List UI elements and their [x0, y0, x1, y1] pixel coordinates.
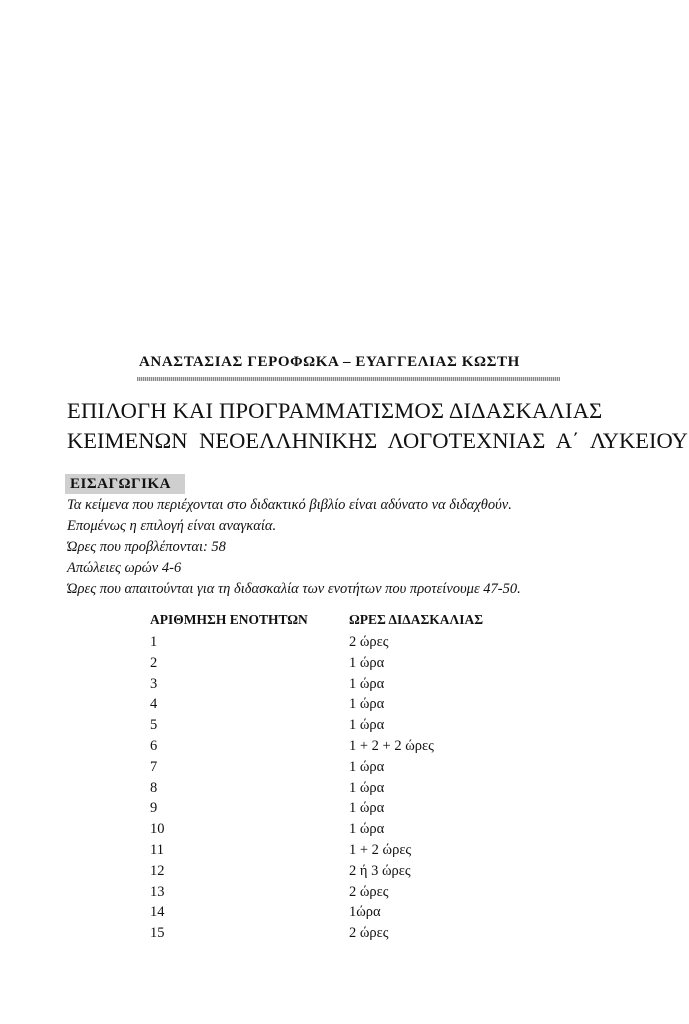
table-row: [150, 884, 530, 905]
intro-line: Τα κείμενα που περιέχονται στο διδακτικό βιβλίο είναι αδύνατο να διδαχθούν.: [67, 497, 512, 513]
teaching-hours: 1 ώρα: [349, 821, 385, 838]
teaching-hours: 2 ώρες: [349, 925, 389, 942]
teaching-hours: 1 ώρα: [349, 779, 385, 796]
intro-line: Επομένως η επιλογή είναι αναγκαία.: [67, 518, 277, 534]
teaching-hours: 1 + 2 ώρες: [349, 841, 412, 858]
teaching-hours: 2 ώρες: [349, 634, 389, 650]
table-row: [150, 842, 530, 863]
title-line-1: ΕΠΙΛΟΓΗ ΚΑΙ ΠΡΟΓΡΑΜΜΑΤΙΣΜΟΣ ΔΙΔΑΣΚΑΛΙΑΣ: [67, 398, 603, 423]
section-heading: ΕΙΣΑΓΩΓΙΚΑ: [65, 474, 185, 494]
teaching-hours: 1 + 2 + 2 ώρες: [349, 737, 434, 754]
table-row: [150, 925, 530, 946]
unit-number: 8: [150, 779, 158, 796]
teaching-hours: 1 ώρα: [349, 675, 385, 692]
unit-number: 13: [150, 883, 165, 900]
intro-line: Ώρες που απαιτούνται για τη διδασκαλία των ενοτήτων που προτείνουμε 47-50.: [67, 581, 521, 597]
title-line-2: ΚΕΙΜΕΝΩΝ ΝΕΟΕΛΛΗΝΙΚΗΣ ΛΟΓΟΤΕΧΝΙΑΣ Α΄ ΛΥΚΕΙΟΥ: [67, 428, 688, 453]
table-row: [150, 821, 530, 842]
unit-number: 7: [150, 758, 158, 775]
table-row: [150, 780, 530, 801]
table-row: [150, 634, 530, 655]
table-header-hours: ΩΡΕΣ ΔΙΔΑΣΚΑΛΙΑΣ: [349, 612, 484, 627]
table-row: [150, 717, 530, 738]
intro-paragraph: [67, 495, 682, 600]
table-header-units: ΑΡΙΘΜΗΣΗ ΕΝΟΤΗΤΩΝ: [150, 612, 308, 627]
unit-number: 3: [150, 675, 158, 692]
teaching-hours: 1ώρα: [349, 904, 381, 921]
unit-number: 15: [150, 925, 165, 942]
intro-line: Ώρες που προβλέπονται: 58: [67, 539, 226, 555]
teaching-hours: 1 ώρα: [349, 758, 385, 775]
table-row: [150, 738, 530, 759]
table-row: [150, 759, 530, 780]
unit-number: 5: [150, 717, 158, 734]
table-row: [150, 696, 530, 717]
teaching-hours: 2 ώρες: [349, 883, 389, 900]
table-row: [150, 904, 530, 925]
table-row: [150, 863, 530, 884]
unit-number: 10: [150, 821, 165, 838]
authors-line: ΑΝΑΣΤΑΣΙΑΣ ΓΕΡΟΦΩΚΑ – ΕΥΑΓΓΕΛΙΑΣ ΚΩΣΤΗ: [139, 354, 520, 370]
table-row: [150, 655, 530, 676]
intro-line: Απώλειες ωρών 4-6: [67, 560, 182, 576]
teaching-hours: 1 ώρα: [349, 717, 385, 734]
table-row: [150, 676, 530, 697]
teaching-hours: 1 ώρα: [349, 696, 385, 713]
unit-number: 14: [150, 904, 165, 921]
unit-number: 4: [150, 696, 158, 713]
unit-number: 12: [150, 862, 165, 879]
teaching-hours: 1 ώρα: [349, 800, 385, 817]
unit-number: 9: [150, 800, 158, 817]
table-row: [150, 800, 530, 821]
unit-number: 11: [150, 841, 164, 858]
unit-number: 2: [150, 654, 158, 671]
authors-underline-rule: [137, 377, 560, 381]
teaching-hours: 2 ή 3 ώρες: [349, 862, 411, 879]
teaching-hours: 1 ώρα: [349, 654, 385, 671]
table-body: [150, 634, 530, 946]
unit-number: 6: [150, 737, 158, 754]
unit-number: 1: [150, 634, 158, 650]
